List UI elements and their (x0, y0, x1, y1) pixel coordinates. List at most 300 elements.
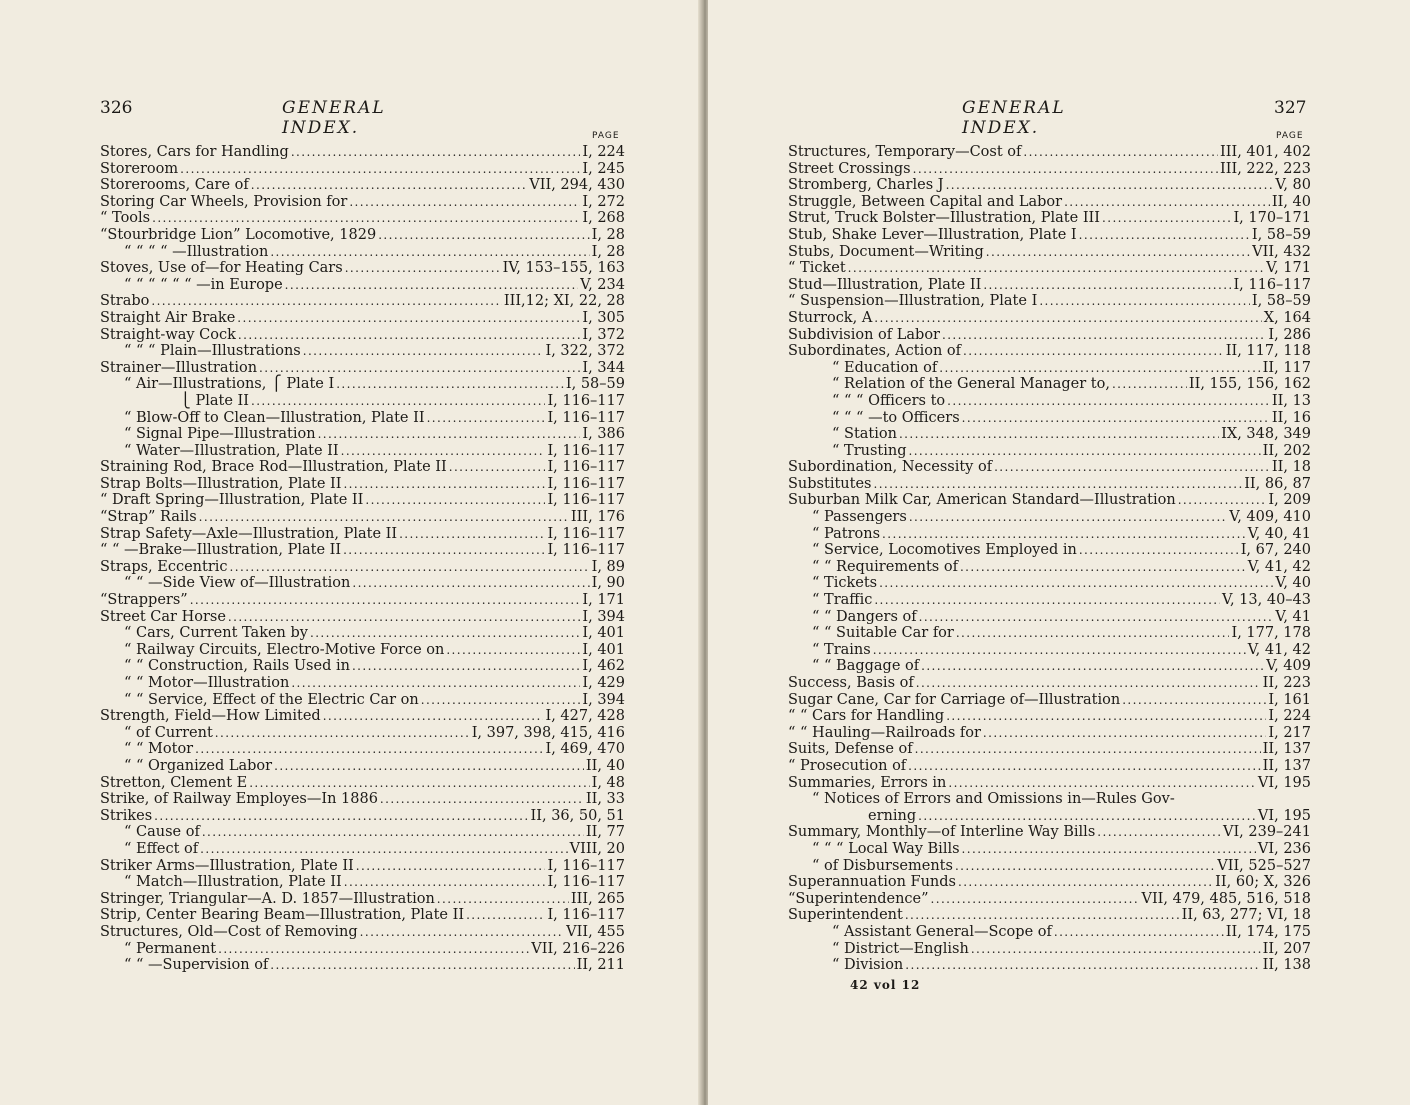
index-entry-reference: I, 401 (582, 625, 625, 642)
index-entry-heading: “ “ Dangers of (812, 608, 917, 625)
index-entry (100, 327, 625, 344)
index-entry (788, 907, 1311, 924)
leader-dots (983, 725, 1266, 742)
index-entry (100, 758, 625, 775)
index-entry (100, 658, 625, 675)
leader-dots (291, 675, 580, 692)
index-entry-reference: I, 386 (582, 426, 625, 443)
index-entry (788, 343, 1311, 360)
index-entry-heading: “ Ticket (788, 260, 846, 277)
index-entry-heading: “ Traffic (812, 592, 873, 609)
index-entry-reference: I, 116–117 (547, 907, 625, 924)
index-entry (100, 426, 625, 443)
leader-dots (215, 725, 470, 742)
index-entry-reference: VII, 455 (566, 923, 625, 940)
leader-dots (360, 924, 565, 941)
leader-dots (983, 277, 1231, 294)
index-entry-heading: Strainer—Illustration (100, 359, 258, 376)
leader-dots (291, 144, 581, 161)
index-entry-heading: Straps, Eccentric (100, 558, 228, 575)
index-entry-heading: Storing Car Wheels, Provision for (100, 193, 348, 210)
index-entry (100, 393, 625, 410)
index-entry-heading: Straining Rod, Brace Rod—Illustration, Plate II (100, 459, 447, 476)
index-entry-reference: III, 222, 223 (1220, 160, 1311, 177)
index-entry (100, 443, 625, 460)
index-entry (100, 526, 625, 543)
index-entry (788, 327, 1311, 344)
index-entry (788, 161, 1311, 178)
index-entry-heading: Strut, Truck Bolster—Illustration, Plate III (788, 210, 1101, 227)
leader-dots (274, 758, 584, 775)
index-entry-heading: Strikes (100, 807, 153, 824)
index-entry (788, 492, 1311, 509)
leader-dots (180, 161, 580, 178)
index-entry (100, 559, 625, 576)
leader-dots (365, 492, 545, 509)
index-entry (788, 725, 1311, 742)
right-running-title: GENERAL INDEX. (962, 98, 1066, 138)
index-entry-reference: II, 60; X, 326 (1215, 874, 1311, 891)
leader-dots (190, 592, 581, 609)
index-entry-heading: “ “ “ —to Officers (832, 409, 960, 426)
index-entry (788, 426, 1311, 443)
index-entry (100, 675, 625, 692)
leader-dots (228, 609, 580, 626)
left-running-title: GENERAL INDEX. (282, 98, 386, 138)
index-entry-reference: I, 116–117 (547, 475, 625, 492)
index-entry-reference: I, 394 (582, 691, 625, 708)
index-entry-reference: I, 116–117 (547, 492, 625, 509)
index-entry-heading: Success, Basis of (788, 675, 914, 691)
index-entry (100, 410, 625, 427)
index-entry (100, 492, 625, 509)
leader-dots (848, 260, 1265, 277)
index-entry-heading: Strabo (100, 293, 150, 310)
index-entry (100, 841, 625, 858)
index-entry-heading: Stub, Shake Lever—Illustration, Plate I (788, 226, 1077, 243)
index-entry-heading: “ Trusting (832, 442, 907, 459)
index-entry (788, 675, 1311, 692)
leader-dots (1178, 492, 1267, 509)
index-entry-reference: I, 116–117 (547, 459, 625, 476)
index-entry (788, 360, 1311, 377)
leader-dots (962, 410, 1270, 427)
index-entry (788, 642, 1311, 659)
signature-mark: 42 vol 12 (850, 978, 921, 992)
leader-dots (994, 459, 1270, 476)
index-entry-heading: “ Station (832, 426, 897, 443)
index-entry-heading: “ “ “ “ “ “ —in Europe (124, 276, 283, 293)
index-entry-heading: “ Signal Pipe—Illustration (124, 426, 316, 443)
leader-dots (946, 708, 1266, 725)
leader-dots (349, 194, 580, 211)
index-entry-heading: “ District—English (832, 940, 969, 957)
index-entry-heading: Stringer, Triangular—A. D. 1857—Illustration (100, 890, 435, 907)
index-entry-heading: Struggle, Between Capital and Labor (788, 193, 1063, 210)
leader-dots (1102, 210, 1231, 227)
index-entry (788, 692, 1311, 709)
index-entry (788, 393, 1311, 410)
leader-dots (152, 210, 580, 227)
leader-dots (446, 642, 580, 659)
leader-dots (323, 708, 544, 725)
leader-dots (921, 658, 1264, 675)
index-entry-heading: “ “ Service, Effect of the Electric Car on (124, 691, 419, 708)
leader-dots (909, 509, 1227, 526)
index-entry-heading: Superintendent (788, 907, 903, 924)
leader-dots (916, 675, 1261, 692)
index-entry-reference: II, 202 (1262, 442, 1311, 459)
leader-dots (378, 227, 589, 244)
leader-dots (251, 393, 545, 410)
index-entry-reference: I, 161 (1268, 691, 1311, 708)
leader-dots (905, 907, 1180, 924)
leader-dots (931, 891, 1140, 908)
leader-dots (873, 476, 1242, 493)
leader-dots (909, 443, 1261, 460)
index-entry-heading: Stud—Illustration, Plate II (788, 276, 982, 293)
index-entry-heading: “ Cars, Current Taken by (124, 625, 308, 642)
index-entry-heading: “ Trains (812, 641, 871, 658)
index-entry (100, 775, 625, 792)
index-entry-heading: Stretton, Clement E (100, 774, 248, 791)
index-entry-heading: Straight-way Cock (100, 326, 236, 343)
leader-dots (946, 177, 1274, 194)
index-entry-reference: I, 268 (582, 210, 625, 227)
index-entry (100, 907, 625, 924)
index-entry-reference: I, 170–171 (1233, 210, 1311, 227)
index-entry-heading: Suburban Milk Car, American Standard—Illustration (788, 492, 1176, 509)
index-entry (788, 775, 1311, 792)
right-page-column-label: PAGE (1276, 131, 1304, 141)
index-entry (788, 542, 1311, 559)
index-entry (100, 542, 625, 559)
index-entry (788, 293, 1311, 310)
leader-dots (352, 575, 589, 592)
index-entry-reference: V, 41, 42 (1247, 558, 1311, 575)
index-entry-heading: “ “ Baggage of (812, 658, 920, 675)
index-entry-reference: I, 272 (582, 193, 625, 210)
index-entry (100, 858, 625, 875)
index-entry-reference: I, 48 (591, 774, 625, 791)
index-entry-reference: II, 16 (1271, 409, 1311, 426)
index-entry-heading: “ Relation of the General Manager to, (832, 376, 1110, 393)
index-entry-reference: III, 176 (570, 509, 625, 526)
index-entry-reference: I, 209 (1268, 492, 1311, 509)
index-entry-reference: I, 116–117 (547, 857, 625, 874)
index-entry (100, 177, 625, 194)
index-entry-heading: Street Crossings (788, 160, 911, 177)
index-entry (100, 476, 625, 493)
index-entry (100, 609, 625, 626)
index-entry-heading: Subordination, Necessity of (788, 459, 993, 476)
leader-dots (874, 310, 1261, 327)
leader-dots (1079, 542, 1239, 559)
index-entry-heading: Strip, Center Bearing Beam—Illustration, Plate II (100, 907, 465, 924)
index-entry-heading: “ Permanent (124, 940, 217, 957)
leader-dots (237, 310, 580, 327)
index-entry-heading: Straight Air Brake (100, 309, 236, 326)
index-entry-reference: I, 90 (591, 575, 625, 592)
index-entry-reference: I, 89 (591, 558, 625, 575)
leader-dots (942, 327, 1266, 344)
index-entry-reference: I, 217 (1268, 724, 1311, 741)
index-entry-heading: “ of Current (124, 724, 213, 741)
index-entry (788, 941, 1311, 958)
index-entry-reference: I, 286 (1268, 326, 1311, 343)
leader-dots (466, 907, 545, 924)
index-entry-heading: Strike, of Railway Employes—In 1886 (100, 791, 378, 808)
index-entry-heading: erning (868, 807, 917, 824)
index-entry (100, 277, 625, 294)
index-entry-reference: II, 36, 50, 51 (530, 807, 625, 824)
index-entry-reference: VII, 525–527 (1217, 857, 1311, 874)
index-entry (100, 575, 625, 592)
leader-dots (960, 559, 1246, 576)
index-entry-heading: “ “ —Side View of—Illustration (124, 575, 351, 592)
index-entry-heading: “ Railway Circuits, Electro-Motive Force on (124, 641, 445, 658)
leader-dots (1122, 692, 1266, 709)
leader-dots (899, 426, 1219, 443)
leader-dots (958, 874, 1213, 891)
index-entry-reference: II, 137 (1262, 741, 1311, 758)
left-page-number: 326 (100, 98, 133, 118)
index-entry (100, 941, 625, 958)
leader-dots (874, 592, 1220, 609)
index-entry-heading: “ Prosecution of (788, 757, 907, 774)
index-entry-heading: “ “ Suitable Car for (812, 625, 954, 642)
leader-dots (285, 277, 578, 294)
index-entry-heading: Superannuation Funds (788, 874, 956, 891)
index-entry (100, 824, 625, 841)
leader-dots (962, 841, 1256, 858)
index-entry-reference: IV, 153–155, 163 (502, 260, 625, 277)
index-entry-reference: III, 265 (570, 890, 625, 907)
index-entry-reference: II, 18 (1271, 459, 1311, 476)
index-entry-reference: I, 116–117 (547, 525, 625, 542)
index-entry-heading: “ “ —Supervision of (124, 957, 269, 974)
index-entry (788, 592, 1311, 609)
leader-dots (1079, 227, 1250, 244)
index-entry-reference: V, 40, 41 (1247, 525, 1311, 542)
index-entry-heading: Striker Arms—Illustration, Plate II (100, 857, 354, 874)
index-entry-heading: “Strappers” (100, 592, 188, 609)
index-entry-reference: V, 171 (1266, 260, 1311, 277)
index-entry-heading: “ “ “ Local Way Bills (812, 840, 960, 857)
leader-dots (343, 542, 545, 559)
index-entry-heading: “ “ Requirements of (812, 558, 958, 575)
index-entry-reference: VI, 195 (1257, 807, 1311, 824)
index-entry-heading: Stores, Cars for Handling (100, 144, 289, 160)
index-entry-heading: “Strap” Rails (100, 509, 197, 526)
index-entry-reference: VII, 294, 430 (529, 177, 625, 194)
index-entry (100, 791, 625, 808)
index-entry-heading: Storerooms, Care of (100, 177, 249, 194)
leader-dots (879, 575, 1273, 592)
index-entry (788, 957, 1311, 974)
leader-dots (882, 526, 1246, 543)
index-entry-reference: II, 207 (1262, 940, 1311, 957)
index-entry (100, 741, 625, 758)
index-entry (788, 609, 1311, 626)
index-entry-heading: Structures, Old—Cost of Removing (100, 923, 358, 940)
leader-dots (218, 941, 529, 958)
index-entry-reference: I, 305 (582, 309, 625, 326)
index-entry (100, 227, 625, 244)
index-entry-reference: I, 224 (1268, 708, 1311, 725)
index-entry (100, 592, 625, 609)
index-entry-heading: “ Air—Illustrations, ⎧ Plate I (124, 376, 335, 393)
index-entry-reference: II, 117 (1262, 359, 1311, 376)
index-entry-heading: “ “ —Brake—Illustration, Plate II (100, 542, 342, 559)
index-entry (788, 891, 1311, 908)
index-entry-reference: I, 397, 398, 415, 416 (471, 724, 625, 741)
index-entry-reference: I, 116–117 (547, 874, 625, 891)
index-entry-heading: “ “ Motor (124, 741, 194, 758)
index-entry (788, 144, 1311, 161)
index-entry-reference: V, 409 (1266, 658, 1311, 675)
index-entry (100, 509, 625, 526)
index-entry-reference: I, 171 (582, 592, 625, 609)
index-entry-reference: III, 401, 402 (1220, 144, 1311, 160)
leader-dots (200, 841, 568, 858)
index-entry-reference: I, 469, 470 (545, 741, 625, 758)
index-entry (788, 526, 1311, 543)
index-entry-reference: VI, 236 (1257, 840, 1311, 857)
leader-dots (1064, 194, 1270, 211)
leader-dots (154, 808, 528, 825)
index-entry-reference: I, 116–117 (547, 409, 625, 426)
index-entry-heading: “ Draft Spring—Illustration, Plate II (100, 492, 364, 509)
index-entry-reference: II, 33 (585, 791, 625, 808)
index-entry-reference: I, 28 (591, 226, 625, 243)
index-entry (100, 874, 625, 891)
index-entry-heading: Summaries, Errors in (788, 774, 947, 791)
leader-dots (336, 376, 564, 393)
leader-dots (873, 642, 1246, 659)
leader-dots (919, 609, 1274, 626)
index-entry (788, 874, 1311, 891)
index-entry-reference: I, 58–59 (1251, 293, 1311, 310)
leader-dots (195, 741, 543, 758)
index-entry (100, 161, 625, 178)
index-entry-reference: II, 86, 87 (1244, 475, 1311, 492)
index-entry-heading: “ “ Hauling—Railroads for (788, 724, 981, 741)
index-entry-reference: I, 322, 372 (545, 343, 625, 360)
left-page (0, 0, 703, 1105)
index-entry (788, 277, 1311, 294)
index-entry-heading: “ Suspension—Illustration, Plate I (788, 293, 1038, 310)
leader-dots (270, 957, 574, 974)
leader-dots (259, 360, 580, 377)
leader-dots (986, 244, 1250, 261)
index-entry (788, 625, 1311, 642)
leader-dots (947, 393, 1270, 410)
index-entry-reference: II, 40 (1271, 193, 1311, 210)
index-entry-reference: I, 116–117 (547, 442, 625, 459)
left-page-column-label: PAGE (592, 131, 620, 141)
index-entry (788, 858, 1311, 875)
index-entry-heading: Structures, Temporary—Cost of (788, 144, 1022, 160)
index-entry-reference: I, 116–117 (547, 392, 625, 409)
index-entry-reference: I, 245 (582, 160, 625, 177)
index-entry (100, 625, 625, 642)
index-entry-heading: “ Education of (832, 359, 938, 376)
index-entry-reference: I, 28 (591, 243, 625, 260)
leader-dots (380, 791, 584, 808)
leader-dots (310, 625, 580, 642)
leader-dots (303, 343, 544, 360)
leader-dots (1054, 924, 1224, 941)
index-entry-heading: “ “ “ Officers to (832, 392, 946, 409)
index-entry-heading: “ Tickets (812, 575, 878, 592)
leader-dots (1112, 376, 1187, 393)
right-index-entries (788, 144, 1311, 974)
index-entry (788, 741, 1311, 758)
index-entry (100, 642, 625, 659)
index-entry-heading: “ Assistant General—Scope of (832, 923, 1052, 940)
index-entry (100, 244, 625, 261)
index-entry-heading: “ “ Motor—Illustration (124, 675, 290, 691)
index-entry-reference: I, 224 (582, 144, 625, 160)
index-entry (788, 808, 1311, 825)
index-entry-reference: II, 63, 277; VI, 18 (1181, 907, 1311, 924)
index-entry-heading: Strength, Field—How Limited (100, 708, 321, 725)
leader-dots (963, 343, 1224, 360)
index-entry-reference: V, 40 (1275, 575, 1311, 592)
index-entry (788, 476, 1311, 493)
leader-dots (230, 559, 590, 576)
index-entry-heading: Strap Bolts—Illustration, Plate II (100, 475, 342, 492)
leader-dots (971, 941, 1261, 958)
index-entry-heading: “ “ Construction, Rails Used in (124, 658, 350, 675)
index-entry (100, 194, 625, 211)
index-entry-heading: Sugar Cane, Car for Carriage of—Illustration (788, 691, 1121, 708)
index-entry (100, 310, 625, 327)
index-entry (100, 924, 625, 941)
index-entry-reference: II, 223 (1262, 675, 1311, 691)
index-entry-heading: Summary, Monthly—of Interline Way Bills (788, 824, 1096, 841)
index-entry-reference: IX, 348, 349 (1221, 426, 1311, 443)
index-entry-reference: II, 211 (576, 957, 625, 974)
leader-dots (270, 244, 589, 261)
index-entry-heading: “ Blow-Off to Clean—Illustration, Plate II (124, 409, 425, 426)
index-entry-heading: Stromberg, Charles J (788, 177, 944, 194)
index-entry (788, 841, 1311, 858)
index-entry-reference: II, 117, 118 (1225, 343, 1311, 360)
leader-dots (955, 858, 1215, 875)
index-entry-reference: I, 429 (582, 675, 625, 691)
index-entry-reference: X, 164 (1263, 309, 1311, 326)
index-entry (100, 376, 625, 393)
index-entry-heading: “ Notices of Errors and Omissions in—Rules Gov- (812, 791, 1175, 808)
index-entry-reference: V, 409, 410 (1229, 509, 1311, 526)
index-entry (788, 210, 1311, 227)
index-entry-reference: II, 13 (1271, 392, 1311, 409)
index-entry-reference: VII, 216–226 (531, 940, 625, 957)
index-entry-heading: “Superintendence” (788, 890, 929, 907)
index-entry (788, 443, 1311, 460)
index-entry-heading: “ “ Cars for Handling (788, 708, 945, 725)
index-entry-heading: Subordinates, Action of (788, 343, 962, 360)
index-entry-reference: I, 401 (582, 641, 625, 658)
leader-dots (905, 957, 1260, 974)
leader-dots (343, 476, 545, 493)
index-entry (788, 658, 1311, 675)
index-entry (100, 957, 625, 974)
index-entry-reference: II, 77 (585, 824, 625, 841)
index-entry-reference: I, 116–117 (1233, 276, 1311, 293)
